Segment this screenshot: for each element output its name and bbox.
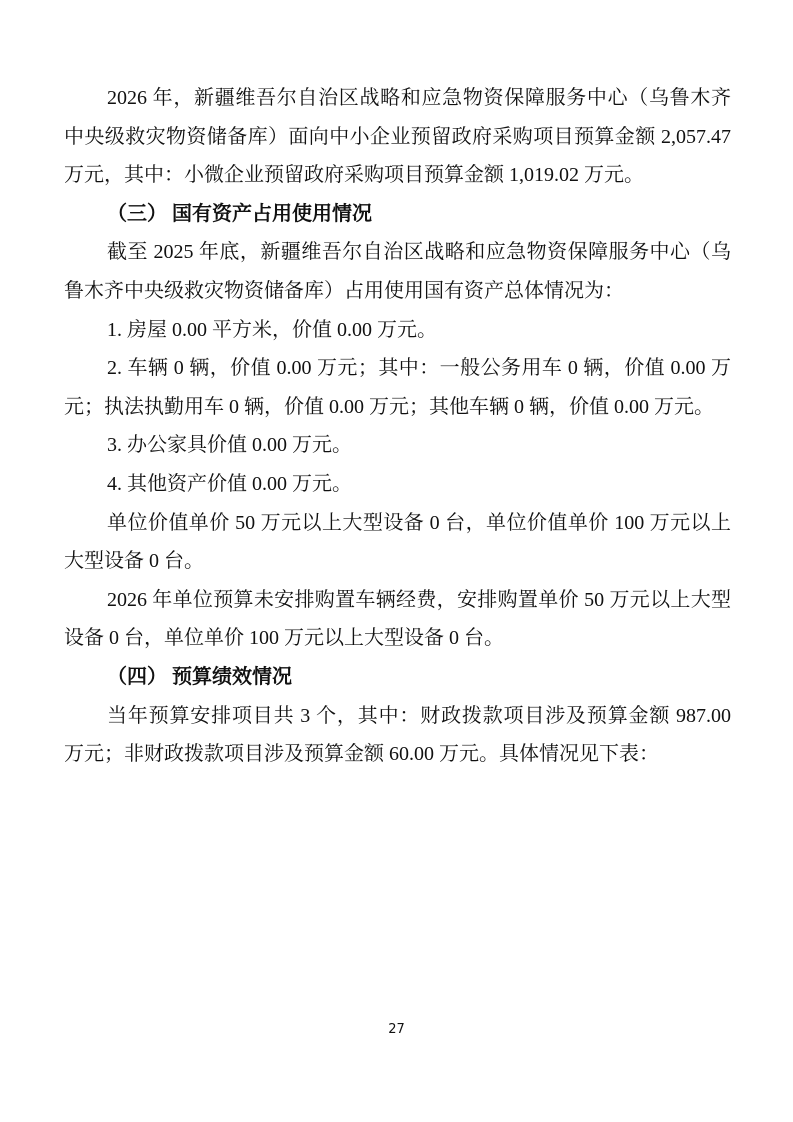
page-footer bbox=[0, 1020, 793, 1038]
para-item-office-furniture: 3. 办公家具价值 0.00 万元。 bbox=[107, 434, 352, 457]
para-item-housing: 1. 房屋 0.00 平方米，价值 0.00 万元。 bbox=[107, 318, 437, 341]
para-2026-vehicle-equipment-budget: 2026 年单位预算未安排购置车辆经费，安排购置单价 50 万元以上大型设备 0 台，单位单价 100 万元以上大型设备 0 台。 bbox=[64, 588, 731, 650]
para-budget-projects-summary: 当年预算安排项目共 3 个，其中：财政拨款项目涉及预算金额 987.00 万元；非财政拨款项目涉及预算金额 60.00 万元。具体情况见下表： bbox=[64, 704, 731, 766]
para-assets-overview-intro: 截至 2025 年底，新疆维吾尔自治区战略和应急物资保障服务中心（乌鲁木齐中央级救灾物资储备库）占用使用国有资产总体情况为： bbox=[64, 241, 731, 302]
para-item-vehicles: 2. 车辆 0 辆，价值 0.00 万元；其中：一般公务用车 0 辆，价值 0.00 万元；执法执勤用车 0 辆，价值 0.00 万元；其他车辆 0 辆，价值 0.00 万元。 bbox=[64, 357, 731, 418]
para-large-equipment-counts: 单位价值单价 50 万元以上大型设备 0 台，单位价值单价 100 万元以上大型设备 0 台。 bbox=[64, 511, 731, 573]
para-item-other-assets: 4. 其他资产价值 0.00 万元。 bbox=[107, 472, 352, 495]
para-gov-procurement-sme: 2026 年，新疆维吾尔自治区战略和应急物资保障服务中心（乌鲁木齐中央级救灾物资储备库）面向中小企业预留政府采购项目预算金额 2,057.47 万元，其中：小微企业预留政府采购项目预算金额 1,019.02 万元。 bbox=[64, 87, 731, 187]
heading-state-assets-usage: （三） 国有资产占用使用情况 bbox=[107, 202, 372, 225]
heading-budget-performance: （四） 预算绩效情况 bbox=[107, 665, 292, 688]
page-number: 27 bbox=[388, 1022, 405, 1037]
document-body bbox=[64, 79, 731, 774]
